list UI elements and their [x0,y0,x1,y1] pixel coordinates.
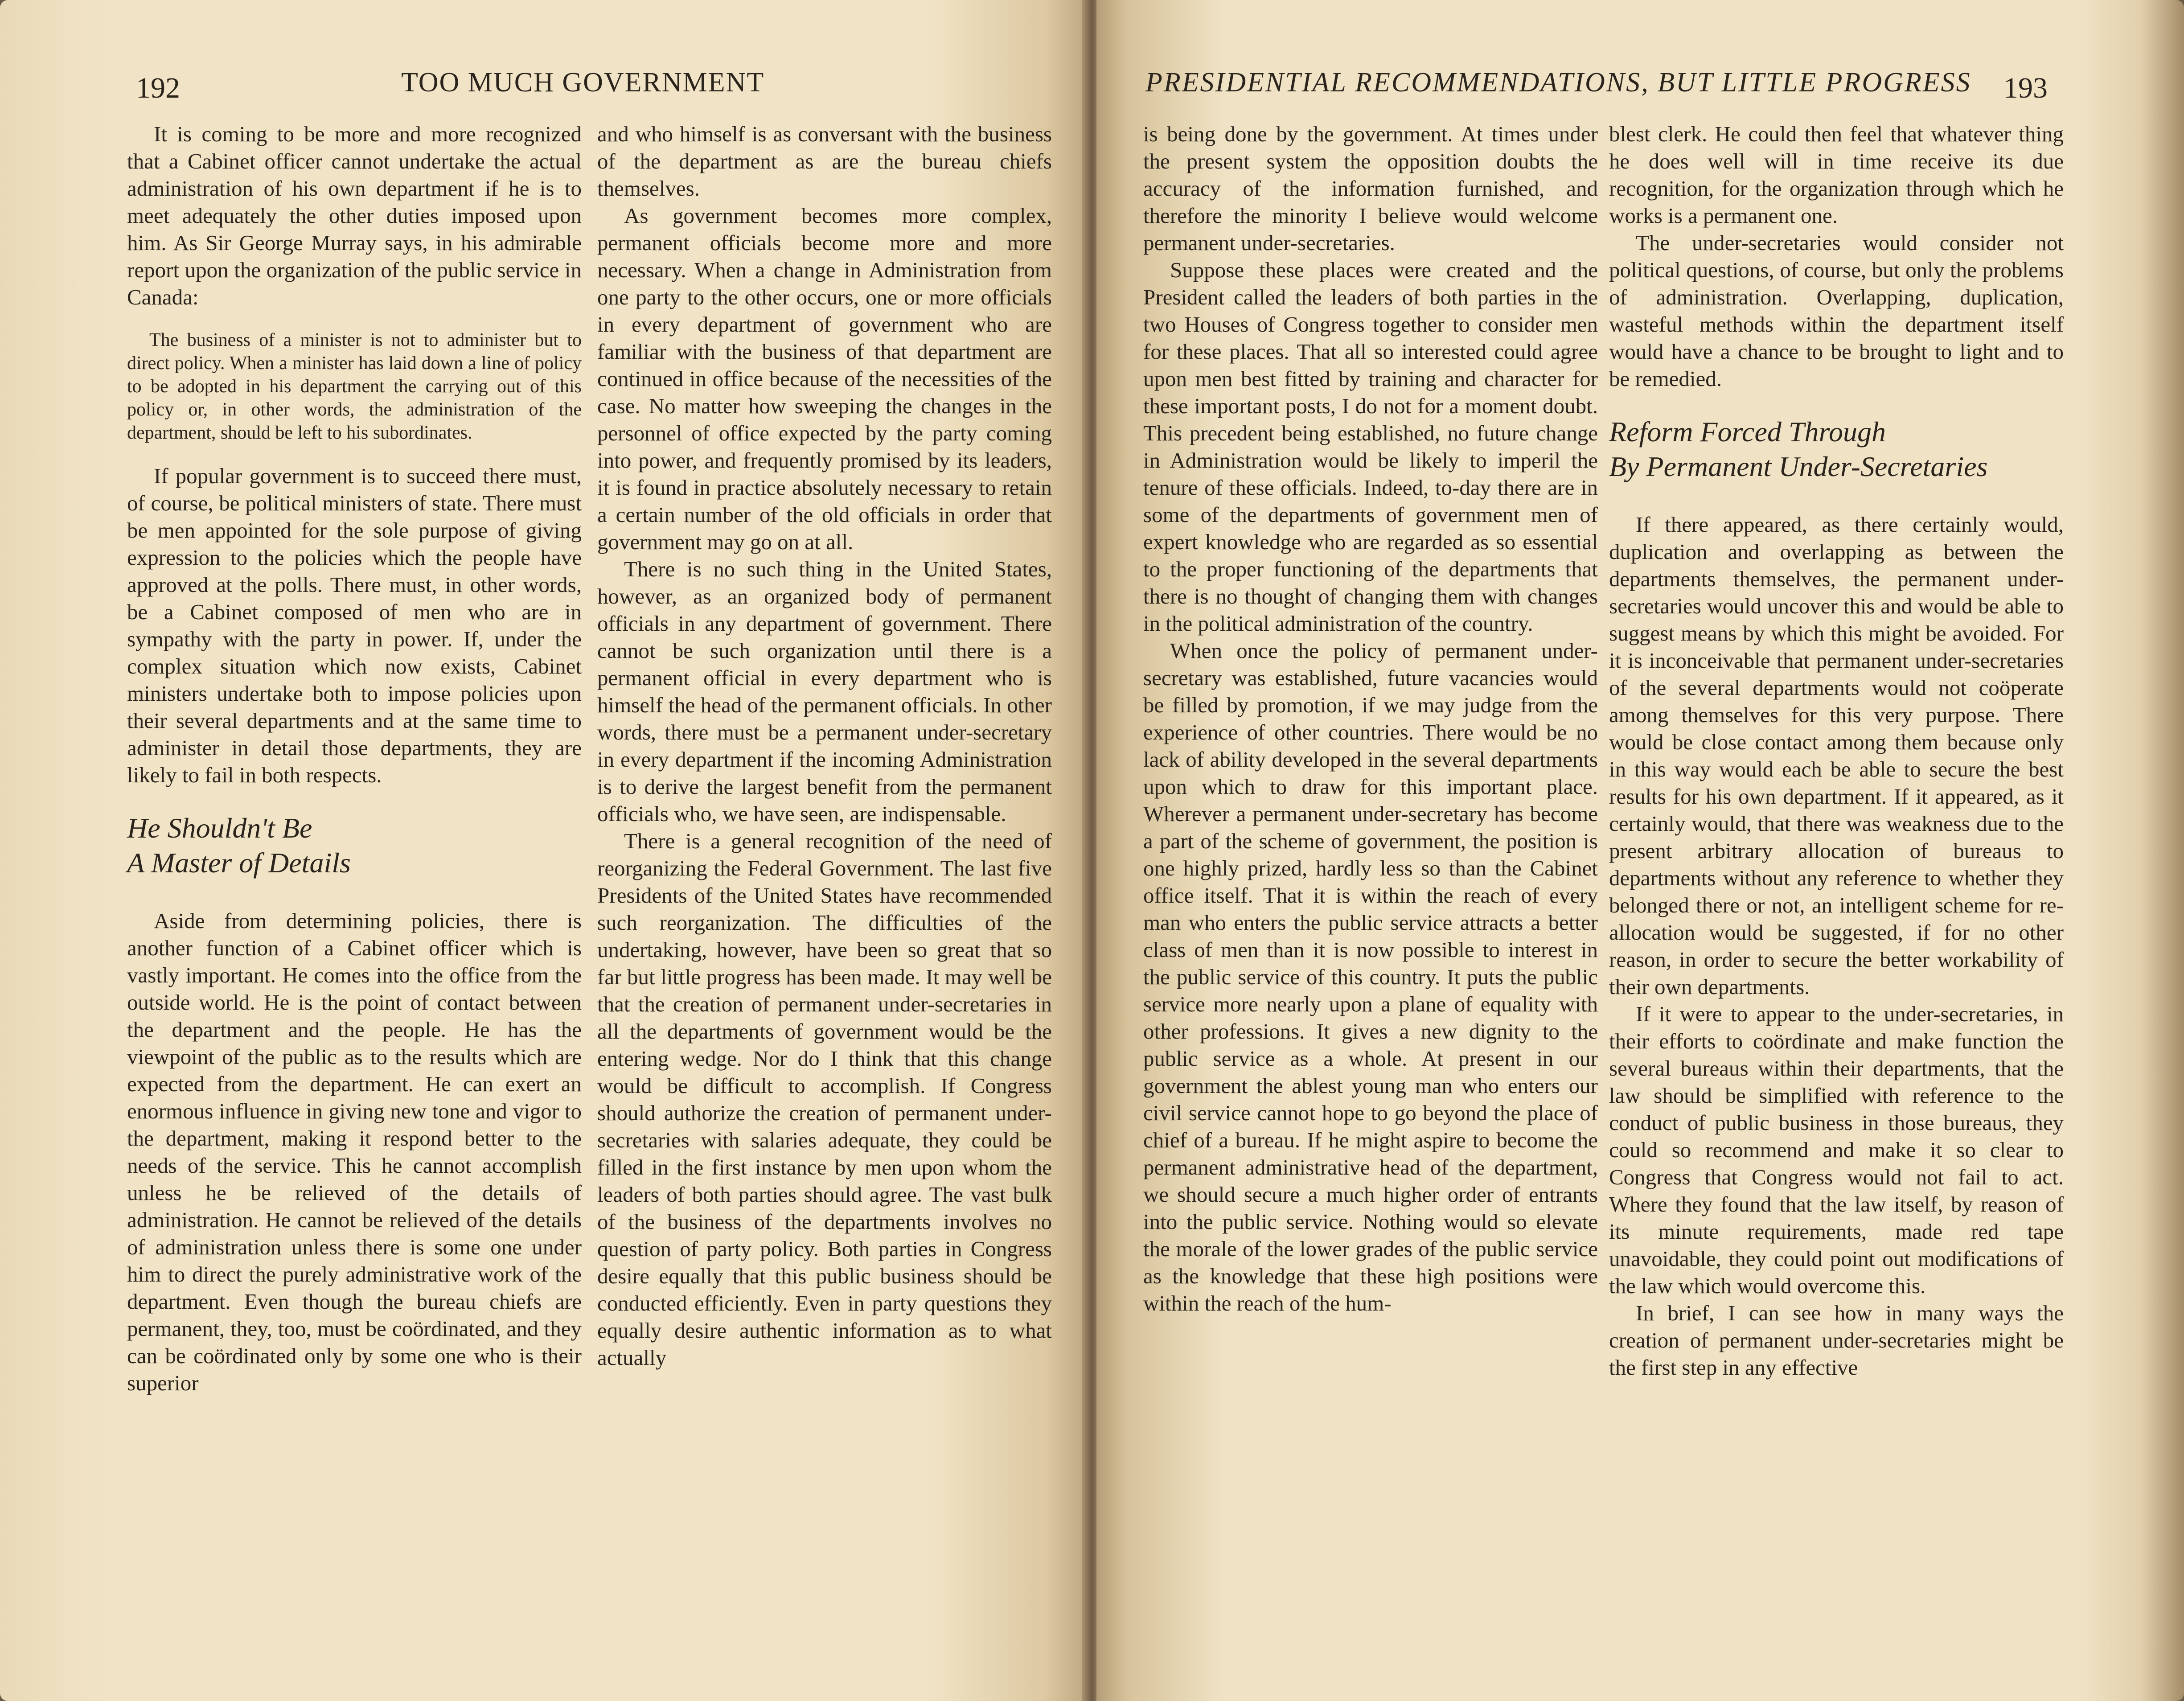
paragraph: There is no such thing in the United States, however, as an organized body of permanent officials in any department of government. There cannot be such organization until there is a permanent official in every department who is himself the head of the permanent officials. In other words, there must be a permanent under-secretary in every department if the incoming Administration is to derive the largest benefit from the permanent officials who, we have seen, are indispensable. [597,557,1052,826]
right-page [1096,0,2184,1701]
paragraph: If it were to appear to the under-secretaries, in their efforts to coördinate and make function the several bureaus within their departments, that the law should be simplified with reference to the conduct of public business in those bureaus, they could so recommend and make it so clear to Congress that Congress would not fail to act. Where they found that the law itself, by reason of its minute requirements, made red tape unavoidable, they could point out modifications of the law which would overcome this. [1609,1002,2064,1298]
heading-line: Reform Forced Through [1609,416,1886,448]
right-column-2 [1609,120,2064,1381]
paragraph: blest clerk. He could then feel that whatever thing he does well will in time receive its due recognition, for the organization through which he works is a permanent one. [1609,122,2064,228]
running-head: PRESIDENTIAL RECOMMENDATIONS, BUT LITTLE PROGRESS [1145,67,1971,98]
block-quote: The business of a minister is not to administer but to direct policy. When a minister has laid down a line of policy to be adopted in his department the carrying out of this policy or, in other words, the administration of the department, should be left to his subordinates. [127,330,582,443]
heading-line: By Permanent Under-Secretaries [1609,451,1988,482]
paragraph: is being done by the government. At times under the present system the opposition doubts the accuracy of the information furnished, and therefore the minority I believe would welcome permanent under-secretaries. [1143,122,1598,255]
heading-line: A Master of Details [127,847,351,879]
paragraph: Aside from determining policies, there is another function of a Cabinet officer which is vastly important. He comes into the office from the outside world. He is the point of contact between the department and the people. He has the viewpoint of the public as to the results which are expected from the department. He can exert an enormous influence in giving new tone and vigor to the department, making it respond better to the needs of the service. This he cannot accomplish unless he be relieved of the details of administration. He cannot be relieved of the details of administration unless there is some one under him to direct the purely administrative work of the department. Even though the bureau chiefs are permanent, they, too, must be coördinated, and they can be coördinated only by some one who is their superior [127,908,582,1395]
left-column-2 [597,120,1052,1371]
paragraph: The under-secretaries would consider not political questions, of course, but only the problems of administration. Overlapping, duplication, wasteful methods within the department itself would have a chance to be brought to light and to be remedied. [1609,230,2064,391]
left-page [0,0,1088,1701]
paragraph: and who himself is as conversant with the business of the department as are the bureau chiefs themselves. [597,122,1052,201]
section-heading [127,811,582,880]
paragraph: If there appeared, as there certainly would, duplication and overlapping as between the departments themselves, the permanent under-secretaries would uncover this and would be able to suggest means by which this might be avoided. For it is inconceivable that permanent under-secretaries of the several departments would not coöperate among themselves for this very purpose. There would be close contact among them because only in this way would each be able to secure the best results for his own department. If it appeared, as it certainly would, that there was weakness due to the present arbitrary allocation of bureaus to departments without any reference to whether they belonged there or not, an intelligent scheme for re-allocation would be suggested, if for no other reason, in order to secure the better workability of their own departments. [1609,512,2064,999]
page-number: 192 [136,72,180,104]
running-head: TOO MUCH GOVERNMENT [401,67,765,98]
left-column-1 [127,120,582,1397]
right-column-1 [1143,120,1598,1317]
paragraph: There is a general recognition of the need of reorganizing the Federal Government. The last five Presidents of the United States have recommended such reorganization. The difficulties of the undertaking, however, have been so great that so far but little progress has been made. It may well be that the creation of permanent under-secretaries in all the departments of government would be the entering wedge. Nor do I think that this change would be difficult to accomplish. If Congress should authorize the creation of permanent under-secretaries with salaries adequate, they could be filled in the first instance by men upon whom the leaders of both parties should agree. The vast bulk of the business of the departments involves no question of party policy. Both parties in Congress desire equally that this public business should be conducted efficiently. Even in party questions they equally desire authentic information as to what actually [597,829,1052,1370]
page-number: 193 [2003,72,2048,104]
paragraph: When once the policy of permanent under-secretary was established, future vacancies would be filled by promotion, if we may judge from the experience of other countries. There would be no lack of ability developed in the several departments upon which to draw for this important place. Wherever a permanent under-secretary has become a part of the scheme of government, the position is one highly prized, hardly less so than the Cabinet office itself. That it is within the reach of every man who enters the public service attracts a better class of men than it is now possible to interest in the public service of this country. It puts the public service more nearly upon a plane of equality with other professions. It gives a new dignity to the public service as a whole. At present in our government the ablest young man who enters our civil service cannot hope to go beyond the place of chief of a bureau. If he might aspire to become the permanent administrative head of the department, we should secure a much higher order of entrants into the public service. Nothing would so elevate the morale of the lower grades of the public service as the knowledge that these high positions were within the reach of the hum- [1143,638,1598,1315]
paragraph: It is coming to be more and more recognized that a Cabinet officer cannot undertake the actual administration of his own department if he is to meet adequately the other duties imposed upon him. As Sir George Murray says, in his admirable report upon the organization of the public service in Canada: [127,122,582,309]
section-heading [1609,415,2064,484]
paragraph: If popular government is to succeed there must, of course, be political ministers of state. There must be men appointed for the sole purpose of giving expression to the policies which the people have approved at the polls. There must, in other words, be a Cabinet composed of men who are in sympathy with the party in power. If, under the complex situation which now exists, Cabinet ministers undertake both to impose policies upon their several departments and at the same time to administer in detail those departments, they are likely to fail in both respects. [127,464,582,787]
paragraph: As government becomes more complex, permanent officials become more and more necessary. When a change in Administration from one party to the other occurs, one or more officials in every department of government who are familiar with the business of that department are continued in office because of the necessities of the case. No matter how sweeping the changes in the personnel of office expected by the party coming into power, and frequently promised by its leaders, it is found in practice absolutely necessary to retain a certain number of the old officials in order that government may go on at all. [597,203,1052,554]
paragraph: In brief, I can see how in many ways the creation of permanent under-secretaries might be the first step in any effective [1609,1301,2064,1380]
paragraph: Suppose these places were created and the President called the leaders of both parties in the two Houses of Congress together to consider men for these places. That all so interested could agree upon men best fitted by training and character for these important posts, I do not for a moment doubt. This precedent being established, no future change in Administration would be likely to imperil the tenure of these officials. Indeed, to-day there are in some of the departments of government men of expert knowledge who are regarded as so essential to the proper functioning of the departments that there is no thought of changing them with changes in the political administration of the country. [1143,258,1598,636]
heading-line: He Shouldn't Be [127,812,312,844]
